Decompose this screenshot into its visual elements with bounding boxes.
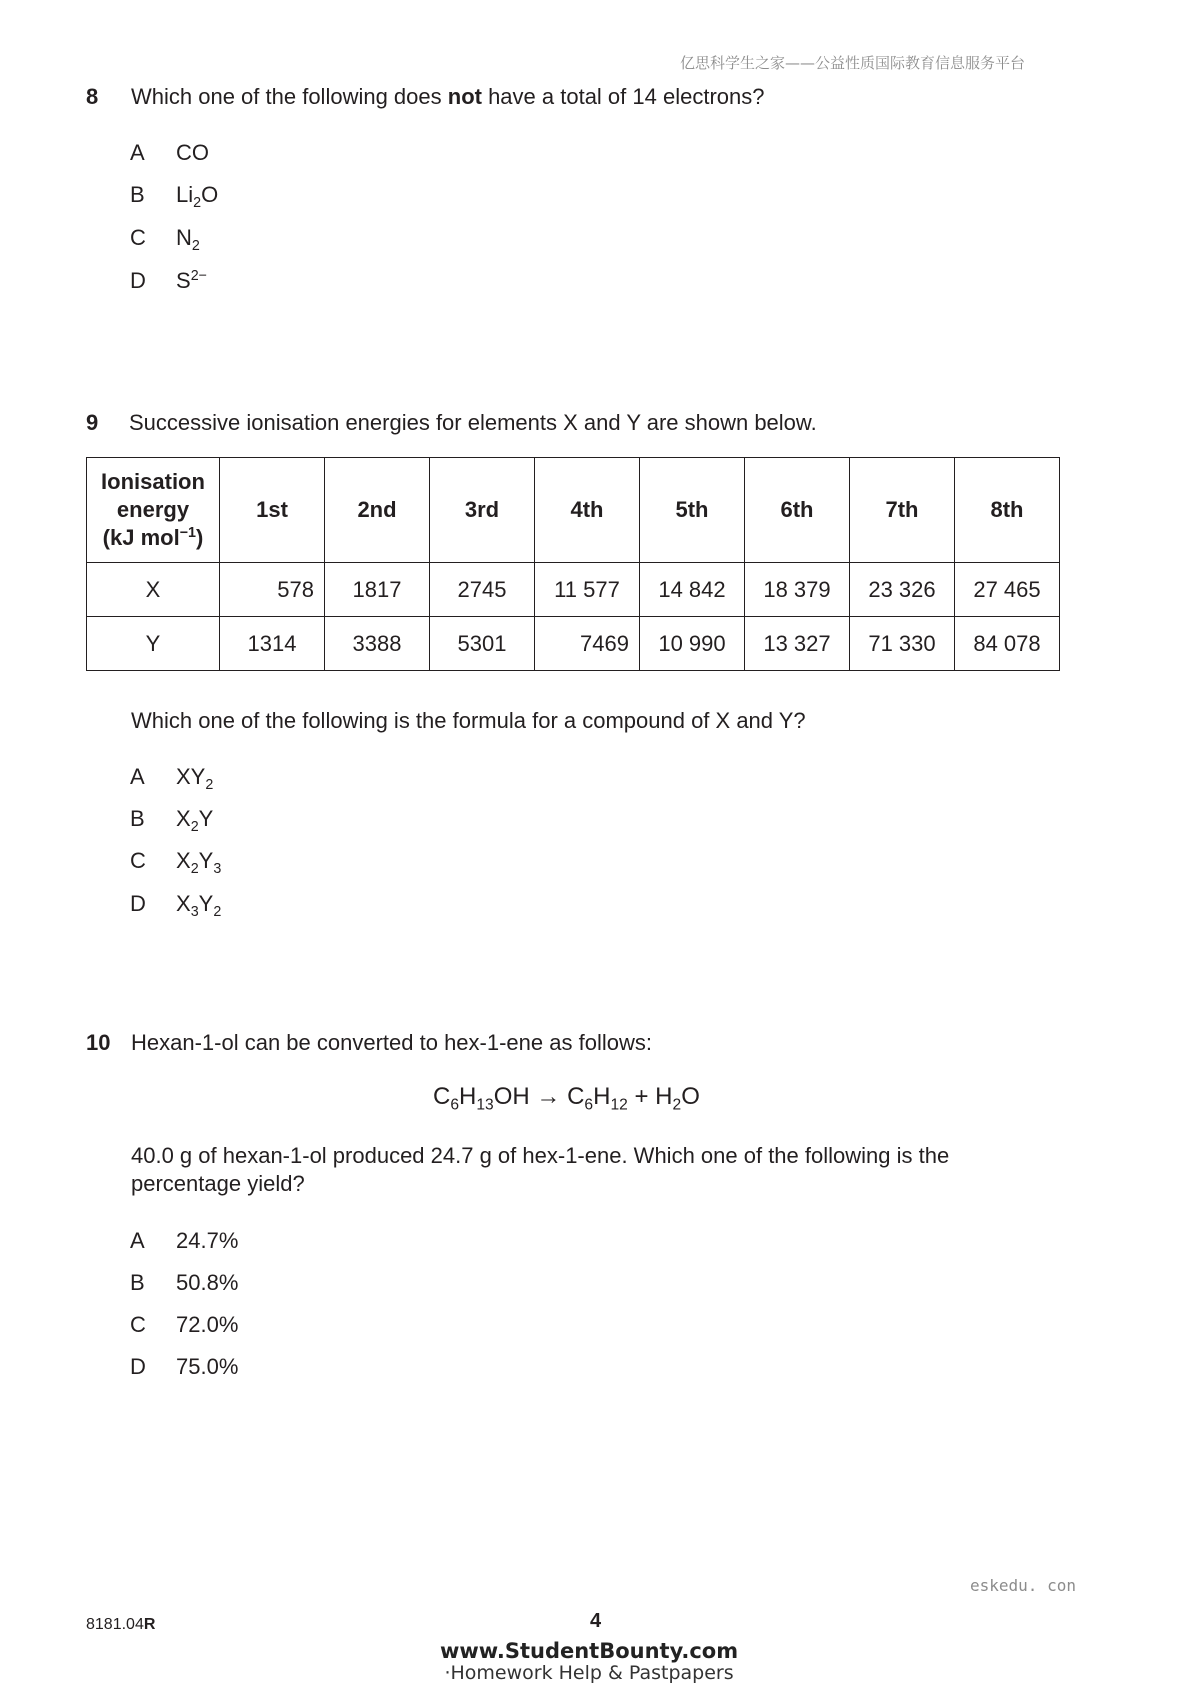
- question-10-body-line-2: percentage yield?: [131, 1171, 305, 1196]
- question-8-text-start: Which one of the following does: [131, 84, 448, 109]
- q9-option-b[interactable]: [130, 806, 214, 835]
- table-cell: 14 842: [640, 563, 745, 617]
- q9-option-c[interactable]: [130, 848, 222, 877]
- option-letter: A: [130, 140, 145, 165]
- column-header: 8th: [955, 458, 1060, 563]
- equation-subscript: 13: [476, 1096, 494, 1114]
- formula-part: Y: [198, 806, 214, 831]
- formula-part: O: [201, 182, 219, 207]
- option-formula: [176, 182, 219, 211]
- equation-plus: +: [634, 1083, 649, 1110]
- equation-subscript: 12: [610, 1096, 628, 1114]
- question-8-text-emphasis: not: [447, 84, 482, 109]
- formula-subscript: 3: [190, 904, 199, 920]
- header-unit-exponent: −1: [179, 525, 196, 542]
- formula-subscript: 2: [190, 819, 199, 835]
- question-10-number: 10: [86, 1030, 111, 1055]
- question-8-text: [131, 84, 764, 110]
- option-letter: C: [130, 848, 146, 873]
- option-value: 24.7%: [176, 1228, 239, 1253]
- option-letter: A: [130, 1228, 145, 1253]
- option-letter: C: [130, 225, 146, 250]
- formula-subscript: 2: [191, 238, 200, 254]
- table-header-label: [87, 458, 220, 563]
- logo-tagline: ·Homework Help & Pastpapers: [444, 1662, 734, 1684]
- equation-part: C: [433, 1083, 451, 1110]
- table-cell: 1314: [220, 617, 325, 671]
- option-value: 72.0%: [176, 1312, 239, 1337]
- table-row: [87, 563, 1060, 617]
- paper-code: [86, 1616, 155, 1634]
- q10-option-b[interactable]: [130, 1270, 238, 1296]
- formula-part: S: [176, 268, 191, 293]
- option-letter: D: [130, 891, 146, 916]
- table-cell: 578: [220, 563, 325, 617]
- table-cell: 1817: [325, 563, 430, 617]
- column-header: 7th: [850, 458, 955, 563]
- question-9-text: Successive ionisation energies for elements X and Y are shown below.: [129, 410, 817, 435]
- formula-subscript: 2: [213, 904, 222, 920]
- equation-subscript: 6: [450, 1096, 460, 1114]
- question-10-body-line-1: 40.0 g of hexan-1-ol produced 24.7 g of hex-1-ene. Which one of the following is the: [131, 1143, 950, 1168]
- studentbounty-logo[interactable]: [440, 1640, 738, 1684]
- formula-subscript: 2: [193, 195, 202, 211]
- formula-part: N: [176, 225, 192, 250]
- column-header: 6th: [745, 458, 850, 563]
- column-header: 4th: [535, 458, 640, 563]
- reaction-equation: [433, 1083, 700, 1114]
- q9-option-d[interactable]: [130, 891, 222, 920]
- formula-part: Y: [198, 848, 214, 873]
- formula-subscript: 2: [190, 861, 199, 877]
- paper-code-number: 8181.04: [86, 1616, 144, 1633]
- column-header: 2nd: [325, 458, 430, 563]
- formula-part: Y: [198, 891, 214, 916]
- table-cell: 23 326: [850, 563, 955, 617]
- header-label-line: Ionisation: [101, 469, 205, 494]
- table-cell: 13 327: [745, 617, 850, 671]
- column-header: 1st: [220, 458, 325, 563]
- header-unit: (kJ mol: [102, 525, 180, 550]
- formula-part: XY: [176, 764, 206, 789]
- table-cell: 5301: [430, 617, 535, 671]
- q8-option-c[interactable]: [130, 225, 200, 254]
- option-value: 75.0%: [176, 1354, 239, 1379]
- header-label-line: [87, 524, 219, 552]
- question-9-number: 9: [86, 410, 99, 435]
- question-8-number: 8: [86, 84, 99, 109]
- formula-superscript: 2−: [190, 268, 207, 285]
- option-formula: [176, 848, 222, 877]
- option-formula: [176, 891, 222, 920]
- row-label: X: [87, 563, 220, 617]
- q8-option-b[interactable]: [130, 182, 219, 211]
- option-formula: [176, 225, 200, 254]
- option-letter: C: [130, 1312, 146, 1337]
- column-header: 5th: [640, 458, 745, 563]
- equation-part: H: [459, 1083, 477, 1110]
- q8-option-d[interactable]: [130, 268, 207, 294]
- question-9-prompt: Which one of the following is the formula for a compound of X and Y?: [131, 708, 806, 733]
- q10-option-a[interactable]: [130, 1228, 238, 1254]
- question-10-text: Hexan-1-ol can be converted to hex-1-ene as follows:: [131, 1030, 652, 1055]
- table-cell: 84 078: [955, 617, 1060, 671]
- formula-part: X: [176, 848, 191, 873]
- q10-option-d[interactable]: [130, 1354, 238, 1380]
- column-header: 3rd: [430, 458, 535, 563]
- formula-subscript: 3: [213, 861, 222, 877]
- table-cell: 7469: [535, 617, 640, 671]
- table-cell: 2745: [430, 563, 535, 617]
- formula-part: Li: [176, 182, 194, 207]
- table-cell: 10 990: [640, 617, 745, 671]
- formula-subscript: 2: [205, 777, 214, 793]
- option-formula: [176, 806, 214, 835]
- table-cell: 18 379: [745, 563, 850, 617]
- option-letter: B: [130, 182, 145, 207]
- table-cell: 27 465: [955, 563, 1060, 617]
- ionisation-energy-table: [86, 457, 1060, 671]
- option-letter: A: [130, 764, 145, 789]
- option-formula: [176, 268, 207, 294]
- logo-url: www.StudentBounty.com: [440, 1639, 739, 1663]
- table-cell: 3388: [325, 617, 430, 671]
- footer-watermark: eskedu. con: [970, 1576, 1076, 1595]
- option-letter: D: [130, 1354, 146, 1379]
- q8-option-a[interactable]: [130, 140, 209, 166]
- option-letter: D: [130, 268, 146, 293]
- reaction-arrow-icon: →: [536, 1083, 561, 1110]
- equation-part: O: [681, 1083, 700, 1110]
- formula-part: CO: [176, 140, 209, 165]
- page-number: 4: [590, 1610, 602, 1632]
- paper-code-suffix: R: [143, 1616, 156, 1633]
- option-formula: [176, 140, 209, 166]
- row-label: Y: [87, 617, 220, 671]
- formula-part: X: [176, 891, 191, 916]
- equation-part: H: [593, 1083, 611, 1110]
- formula-part: X: [176, 806, 191, 831]
- equation-part: H: [655, 1083, 673, 1110]
- q10-option-c[interactable]: [130, 1312, 238, 1338]
- q9-option-a[interactable]: [130, 764, 214, 793]
- option-letter: B: [130, 1270, 145, 1295]
- option-letter: B: [130, 806, 145, 831]
- equation-subscript: 2: [672, 1096, 682, 1114]
- table-cell: 11 577: [535, 563, 640, 617]
- option-formula: [176, 764, 214, 793]
- option-value: 50.8%: [176, 1270, 239, 1295]
- equation-subscript: 6: [584, 1096, 594, 1114]
- table-cell: 71 330: [850, 617, 955, 671]
- header-unit-close: ): [196, 525, 204, 550]
- question-8-text-end: have a total of 14 electrons?: [481, 84, 765, 109]
- equation-part: OH: [493, 1083, 530, 1110]
- equation-part: C: [567, 1083, 585, 1110]
- table-header-row: [87, 458, 1060, 563]
- header-label-line: energy: [116, 497, 190, 522]
- header-watermark: 亿思科学生之家——公益性质国际教育信息服务平台: [680, 54, 1026, 72]
- table-row: [87, 617, 1060, 671]
